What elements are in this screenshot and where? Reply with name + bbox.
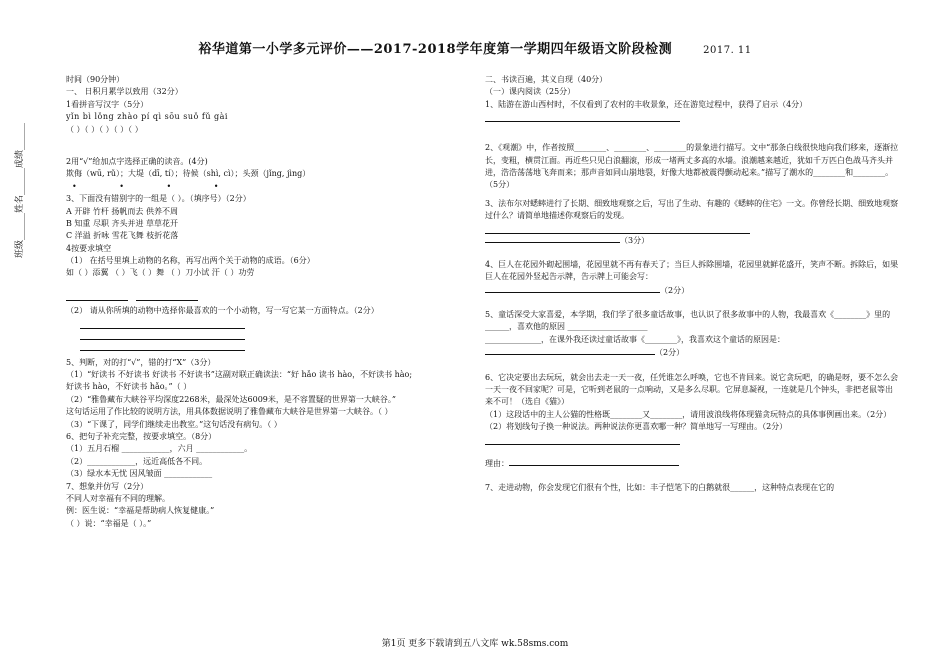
q2-prompt: 2用“√”给加点字选择正确的读音。(4分) [66,156,208,166]
section-2-heading: 二、书读百遍，其义自现（40分） [485,75,608,84]
q3-option-b: B 知重 尽职 齐头并进 草草花开 [66,218,179,228]
q5-2-line-a: （2）“雅鲁藏布大峡谷平均深度2268米，最深处达6009米，是不容置疑的世界第一大峡谷。” [66,394,396,404]
r4-prompt: 4、巨人在花园外砌起围墙，花园里就不再有春天了；当巨人拆除围墙，花园里就鲜花盛开，笑声不断。拆除后，如果巨人在花园外竖起告示牌，告示牌上可能会写： [485,259,899,282]
q3-prompt: 3、下面没有错别字的一组是（ ）。（填序号）（2分） [66,194,251,204]
q4-1-prompt: （1） 在括号里填上动物的名称，再写出两个关于动物的成语。（6分） [66,256,315,266]
answer-line[interactable] [80,329,245,340]
r6-reason-label: 理由： [485,458,509,468]
answer-line[interactable] [485,434,680,445]
student-info-label: 班级______姓名______成绩______ [15,122,25,258]
q6-3[interactable]: （3）绿水本无忧 因风皱面 ____________ [66,469,213,479]
q7-answer[interactable]: （ ）说：“幸福是（ ）。” [66,518,152,528]
page-footer: 第1页 更多下载请到五八文库 wk.58sms.com [381,639,569,649]
q1-prompt: 1看拼音写汉字（5分） [66,99,149,109]
q2-words[interactable]: 欺侮（wū, rǔ）；大堤（dī, tí）；待候（shì, cì）；头颈（jǐng, jìng） [66,169,311,179]
student-info-margin [12,88,26,258]
q2-emphasis-dots: • • • • [72,181,239,191]
section-1-heading: 一、 日积月累学以致用（32分） [66,87,183,97]
r3-score[interactable] [485,234,900,247]
r3-prompt: 3、法布尔对蟋蟀进行了长期、细致地观察之后，写出了生动、有趣的《蟋蟀的住宅》一文。你曾经长期、细致地观察过什么？请简单地描述你观察后的发现。 [485,198,899,221]
r7-prompt: 7、走进动物，你会发现它们很有个性，比如：丰子恺笔下的白鹅就很______，这种特点表现在它的 [485,482,835,492]
q4-2-prompt: （2） 请从你所填的动物中选择你最喜欢的一个小动物，写一写它某一方面特点。（2分） [66,306,379,316]
q5-prompt: 5、判断，对的打“√”，错的打“X”（3分） [66,357,216,367]
q5-3[interactable]: （3）“下课了，同学们继续走出教室。”这句话没有病句。（ ） [66,419,282,429]
answer-line[interactable] [485,111,680,122]
q6-1[interactable]: （1）五月石榴 ____________，六月 ____________。 [66,444,253,454]
q4-1-blanks[interactable]: 如（ ）添翼 （ ）飞（ ）舞 （ ）刀小试 汗（ ）功劳 [66,268,255,278]
answer-line[interactable] [80,318,245,329]
r2-passage: 2、《观潮》中，作者按照________、________、________的景象进行描写。文中“那条白线很快地向我们移来，逐渐拉长，变粗，横贯江面。再近些只见白浪翻滚，形成一堵两丈多高的水墙。浪潮越来越近，犹如千万匹白色战马齐头并进，浩浩荡荡地飞奔而来；那声音如同山崩地裂，好像大地都被震得颤动起来。”描写了潮水的________和________。（5分） [485,143,899,190]
right-column [485,74,900,494]
q5-1-line-b[interactable]: 好读书 hào，不好读书 hǎo。”（ ） [66,382,192,392]
q7-line-a: 不同人对幸福有不同的理解。 [66,493,170,503]
left-column [66,74,456,530]
r6-passage: 6、它决定要出去玩玩，就会出去走一天一夜，任凭谁怎么呼唤，它也不肯回来。说它贪玩吧，的确是呀，要不怎么会一天一夜不回家呢？可是，它听到老鼠的一点响动，又是多么尽职。它屏息凝视，一连就是几个钟头，非把老鼠等出来不可！（选自《猫》） [485,372,899,407]
r6-2: （2）将划线句子换一种说法。两种说法你更喜欢哪一种？简单地写一写理由。（2分） [485,422,788,432]
r6-reason[interactable] [485,457,900,470]
r6-1: （1）这段话中的主人公猫的性格既________又________，请用波浪线将体现猫贪玩特点的具体事例画出来。（2分） [485,409,892,419]
q1-answer-blanks[interactable]: （ ）（ ）（ ）（ ）（ ） [66,124,143,134]
exam-time: 时间（90分钟） [66,75,125,84]
answer-line[interactable] [485,223,750,234]
r5-prompt: 5、童话深受大家喜爱，本学期，我们学了很多童话故事，也认识了很多故事中的人物，我最喜欢《________》里的______，喜欢他的原因 ____________________ [485,310,891,332]
r3-score-text: （3分） [620,235,650,245]
r5-score[interactable] [485,346,900,359]
q3-option-a: A 开辟 竹杆 扬帆而去 供养不周 [66,206,178,216]
exam-date: 2017. 11 [703,45,752,56]
r5-score-text: （2分） [655,348,685,358]
q6-prompt: 6、把句子补充完整，按要求填空。（8分） [66,431,217,441]
q4-prompt: 4按要求填空 [66,243,112,253]
q1-pinyin: yǐn bì lǒng zhào pí qì sōu suǒ fǔ gài [66,112,228,122]
r4-score-text: （2分） [660,285,690,295]
q4-1-idiom-lines[interactable] [66,292,456,305]
q5-1-line-a: （1）“好读书 不好读书 好读书 不好读书”这副对联正确读法：“好 hǎo 读书 hào，不好读书 hào; [66,370,413,380]
subsection-1-heading: （一）课内阅读（25分） [485,87,576,97]
r4-score[interactable] [485,284,900,297]
q7-prompt: 7、想象并仿写（2分） [66,481,149,491]
page-title [0,38,950,57]
q5-2-line-b[interactable]: 这句话运用了作比较的说明方法，用具体数据说明了雅鲁藏布大峡谷是世界第一大峡谷。（ ） [66,407,393,417]
q7-example: 例：医生说：“幸福是帮助病人恢复健康。” [66,506,215,516]
q3-option-c: C 洋溢 折咏 雪花飞舞 枝折花落 [66,231,179,241]
r5-line-b: ______________，在课外我还读过童话故事《________》，我喜欢这个童话的原因是： [485,334,785,344]
q6-2[interactable]: （2）____________，远近高低各不同。 [66,456,208,466]
r1-prompt: 1、陆游在游山西村时，不仅看到了农村的丰收景象，还在游览过程中，获得了启示（4分） [485,99,808,109]
title-text: 裕华道第一小学多元评价——2017-2018学年度第一学期四年级语文阶段检测 [198,42,673,57]
answer-line[interactable] [80,340,245,351]
